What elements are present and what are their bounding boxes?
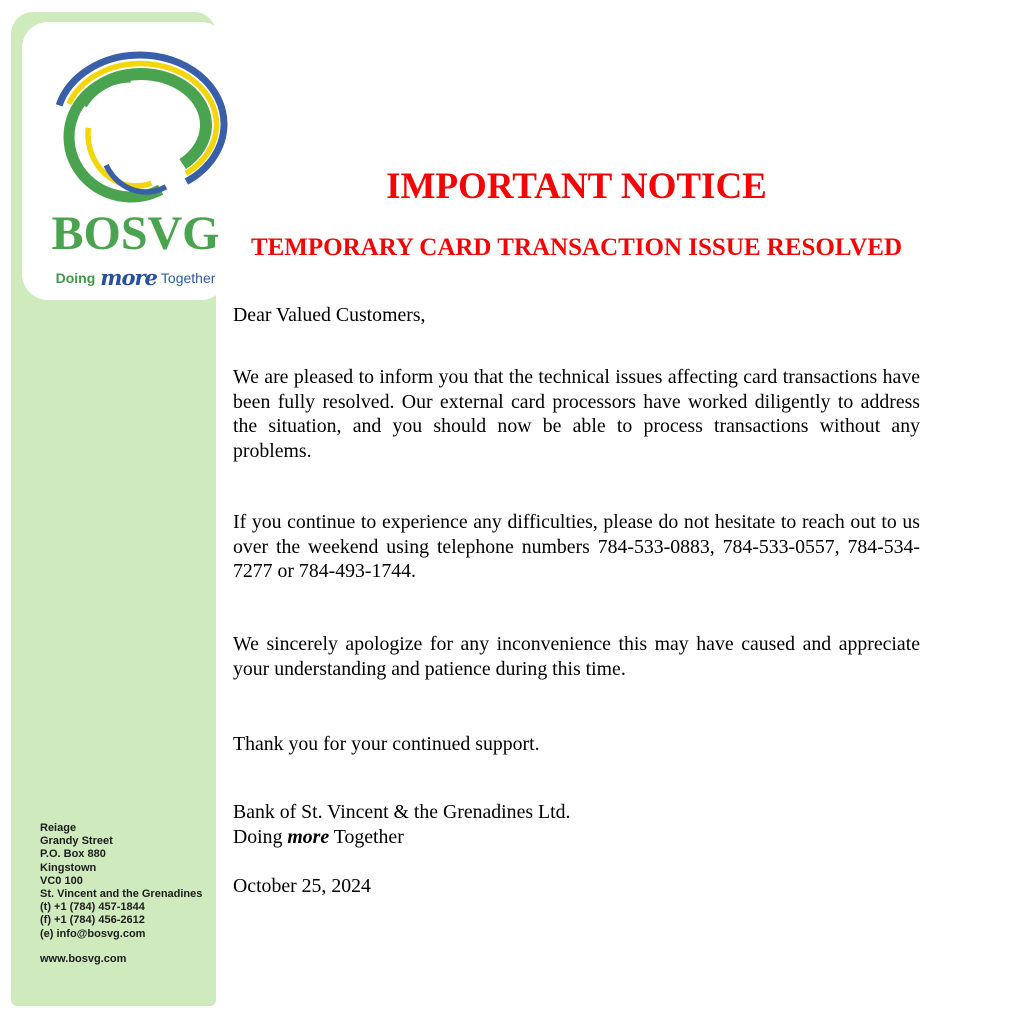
salutation: Dear Valued Customers, bbox=[233, 304, 426, 326]
tagline-doing: Doing bbox=[55, 270, 96, 286]
contact-line-phone: (t) +1 (784) 457-1844 bbox=[40, 901, 145, 914]
website-url: www.bosvg.com bbox=[40, 953, 127, 965]
contact-line-email: (e) info@bosvg.com bbox=[40, 927, 146, 940]
contact-line-street: Grandy Street bbox=[40, 835, 113, 848]
signature-together: Together bbox=[329, 825, 404, 848]
tagline-together: Together bbox=[160, 270, 216, 286]
notice-subtitle: TEMPORARY CARD TRANSACTION ISSUE RESOLVED bbox=[250, 234, 903, 261]
signature-company: Bank of St. Vincent & the Grenadines Ltd. bbox=[233, 801, 571, 823]
contact-line-name: Reiage bbox=[40, 822, 77, 834]
letter-paragraph-resolved: We are pleased to inform you that the technical issues affecting card transactions have been fully resolved. Our external card processors have worked diligently to address the situation, and you should now be able to process transactions without any problems. bbox=[233, 366, 920, 463]
signature-more: more bbox=[287, 825, 330, 848]
contact-line-fax: (f) +1 (784) 456-2612 bbox=[40, 914, 145, 927]
contact-line-city: Kingstown bbox=[40, 861, 97, 874]
letter-paragraph-contact: If you continue to experience any difficulties, please do not hesitate to reach out to us over the weekend using telephone numbers 784-533-0883, 784-533-0557, 784-534-7277 or 784-493-1744. bbox=[233, 511, 920, 583]
contact-line-pobox: P.O. Box 880 bbox=[40, 848, 106, 861]
letter-paragraph-apology: We sincerely apologize for any inconvenience this may have caused and appreciate your understanding and patience during this time. bbox=[233, 633, 920, 680]
notice-title: IMPORTANT NOTICE bbox=[386, 166, 767, 207]
signature-doing: Doing bbox=[233, 825, 288, 848]
letter-date: October 25, 2024 bbox=[233, 875, 371, 897]
brand-wordmark: BOSVG bbox=[51, 207, 220, 260]
signature-tagline bbox=[233, 826, 404, 848]
closing-line: Thank you for your continued support. bbox=[233, 733, 540, 755]
tagline-more: more bbox=[100, 265, 157, 290]
contact-line-country: St. Vincent and the Grenadines bbox=[40, 888, 203, 901]
contact-line-postcode: VC0 100 bbox=[40, 874, 83, 887]
signature-block bbox=[233, 800, 920, 849]
